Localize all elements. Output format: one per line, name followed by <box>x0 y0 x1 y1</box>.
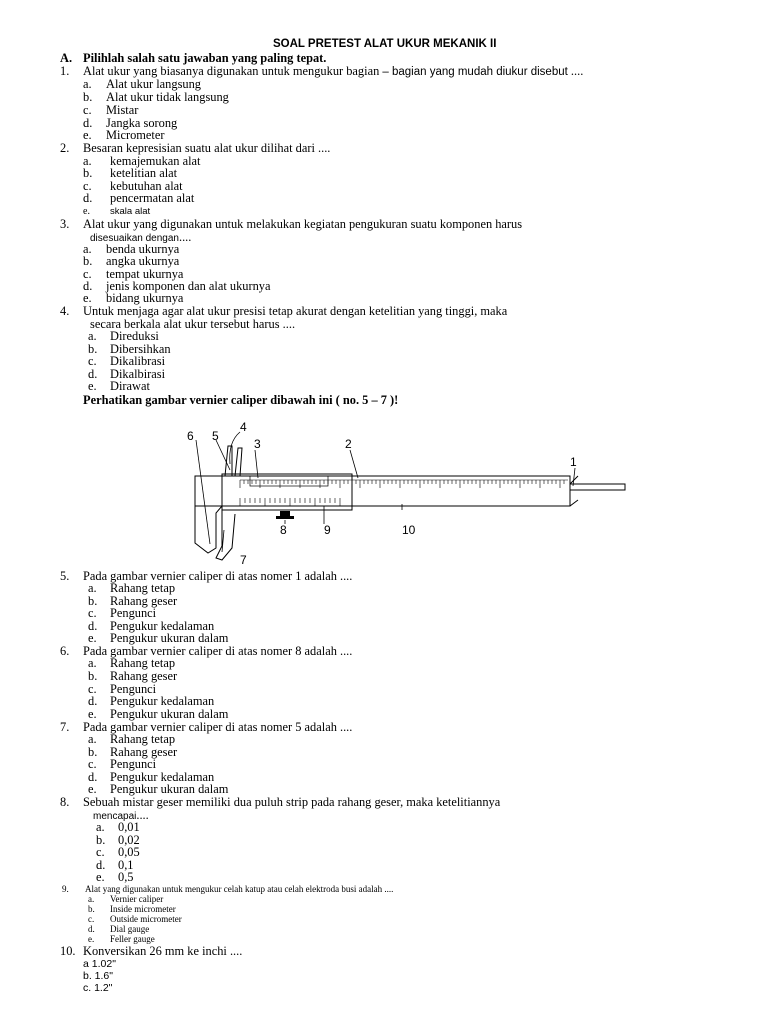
question-text-cont: secara berkala alat ukur tersebut harus .... <box>90 317 296 331</box>
option-label: d. <box>88 367 98 381</box>
label-10: 10 <box>402 523 416 537</box>
option-text: bidang ukurnya <box>106 291 184 305</box>
option-text: Pengunci <box>110 682 157 696</box>
option-text: Alat ukur tidak langsung <box>106 90 229 104</box>
option-text: c. 1.2" <box>83 982 113 994</box>
question-number: 7. <box>60 720 70 734</box>
option-text: Direduksi <box>110 329 159 343</box>
main-beam <box>195 476 570 506</box>
option-label: b. <box>88 745 98 759</box>
question-number: 8. <box>60 795 70 809</box>
option-label: b. <box>88 594 98 608</box>
option-text: Dikalibrasi <box>110 354 166 368</box>
option-text: Outside micrometer <box>110 914 182 924</box>
option-label: a. <box>88 656 97 670</box>
question-text: Besaran kepresisian suatu alat ukur dilihat dari .... <box>83 141 331 155</box>
option-label: c. <box>83 103 92 117</box>
option-text: Alat ukur langsung <box>106 77 201 91</box>
option-text: Rahang geser <box>110 745 178 759</box>
option-label: a. <box>83 242 92 256</box>
option-label: b. <box>88 904 95 914</box>
option-text: tempat ukurnya <box>106 267 184 281</box>
main-scale-ticks <box>240 480 564 488</box>
question-number: 5. <box>60 569 70 583</box>
question-text: Pada gambar vernier caliper di atas nomer 5 adalah .... <box>83 720 353 734</box>
option-text: Pengukur kedalaman <box>110 694 215 708</box>
option-label: c. <box>88 757 97 771</box>
option-label: d. <box>83 279 93 293</box>
inside-jaws <box>225 446 242 476</box>
option-text: Dikalbirasi <box>110 367 166 381</box>
option-text: Dial gauge <box>110 924 150 934</box>
option-text: Vernier caliper <box>110 894 164 904</box>
option-label: d. <box>88 694 98 708</box>
question-text-part: .... <box>178 230 192 244</box>
option-label: e. <box>88 782 97 796</box>
option-label: b. <box>83 254 93 268</box>
option-text: 0,1 <box>118 858 134 872</box>
option-label: c. <box>88 606 97 620</box>
option-text: Pengukur ukuran dalam <box>110 707 229 721</box>
option-label: a. <box>88 894 95 904</box>
option-label: e. <box>88 934 95 944</box>
question-text-part: .... <box>136 808 149 822</box>
label-5: 5 <box>212 429 219 443</box>
option-text: Jangka sorong <box>106 116 178 130</box>
label-3: 3 <box>254 437 261 451</box>
option-label: a. <box>88 732 97 746</box>
fixed-jaw <box>195 476 222 553</box>
depth-rod <box>570 484 625 490</box>
question-text-part: .... <box>570 64 584 78</box>
option-text: pencermatan alat <box>110 191 195 205</box>
option-label: e. <box>88 631 97 645</box>
option-label: e. <box>88 379 97 393</box>
option-text: Rahang tetap <box>110 732 176 746</box>
figure-instruction: Perhatikan gambar vernier caliper dibawah ini ( no. 5 – 7 )! <box>83 393 399 407</box>
option-label: b. <box>88 342 98 356</box>
option-text: Inside micrometer <box>110 904 176 914</box>
option-label: e. <box>83 128 92 142</box>
option-label: a. <box>83 77 92 91</box>
option-label: c. <box>83 267 92 281</box>
option-text: Dirawat <box>110 379 150 393</box>
option-text: 0,01 <box>118 820 140 834</box>
option-label: c. <box>88 682 97 696</box>
option-label: b. <box>83 90 93 104</box>
option-text: Rahang geser <box>110 594 178 608</box>
question-number: 4. <box>60 304 70 318</box>
option-text: Pengukur kedalaman <box>110 770 215 784</box>
label-4: 4 <box>240 420 247 434</box>
option-text: 0,02 <box>118 833 140 847</box>
option-label: e. <box>83 291 92 305</box>
option-text: skala alat <box>110 206 151 217</box>
option-text: Mistar <box>106 103 139 117</box>
label-7: 7 <box>240 553 247 567</box>
leader-lines <box>196 432 575 552</box>
question-text: Pada gambar vernier caliper di atas nomer 8 adalah .... <box>83 644 353 658</box>
option-text: Rahang tetap <box>110 581 176 595</box>
question-text: Pada gambar vernier caliper di atas nomer 1 adalah .... <box>83 569 353 583</box>
question-number: 6. <box>60 644 70 658</box>
option-text: Micrometer <box>106 128 165 142</box>
option-text: angka ukurnya <box>106 254 180 268</box>
option-text: Feller gauge <box>110 934 155 944</box>
question-number: 1. <box>60 64 70 78</box>
option-label: d. <box>88 924 95 934</box>
option-label: e. <box>96 870 105 884</box>
question-text-part: Alat ukur yang biasanya digunakan untuk mengukur bagian <box>83 64 380 78</box>
option-label: c. <box>88 914 95 924</box>
option-label: a. <box>83 154 92 168</box>
question-text: Alat yang digunakan untuk mengukur celah katup atau celah elektroda busi adalah .... <box>85 884 394 894</box>
option-text: Rahang tetap <box>110 656 176 670</box>
option-text: Dibersihkan <box>110 342 171 356</box>
option-label: d. <box>88 770 98 784</box>
label-9: 9 <box>324 523 331 537</box>
option-text: benda ukurnya <box>106 242 180 256</box>
question-number: 3. <box>60 217 70 231</box>
label-6: 6 <box>187 429 194 443</box>
option-label: a. <box>88 329 97 343</box>
option-text: Pengukur ukuran dalam <box>110 782 229 796</box>
option-text: ketelitian alat <box>110 166 178 180</box>
option-label: b. <box>96 833 106 847</box>
option-label: d. <box>96 858 106 872</box>
option-label: d. <box>83 191 93 205</box>
section-instruction: Pilihlah salah satu jawaban yang paling tepat. <box>83 51 327 65</box>
option-label: c. <box>83 179 92 193</box>
question-text-part: disesuaikan dengan <box>90 233 179 244</box>
question-number: 2. <box>60 141 70 155</box>
option-text: kebutuhan alat <box>110 179 183 193</box>
option-label: c. <box>88 354 97 368</box>
vernier-scale-ticks <box>240 498 340 506</box>
option-label: a. <box>88 581 97 595</box>
option-text: Pengukur kedalaman <box>110 619 215 633</box>
option-text: Rahang geser <box>110 669 178 683</box>
option-label: b. <box>83 166 93 180</box>
vernier-slider <box>222 474 352 510</box>
option-label: a. <box>96 820 105 834</box>
vernier-caliper-figure <box>180 418 632 568</box>
option-text: Pengunci <box>110 757 157 771</box>
question-text: Untuk menjaga agar alat ukur presisi tetap akurat dengan ketelitian yang tinggi, maka <box>83 304 508 318</box>
label-8: 8 <box>280 523 287 537</box>
option-label: b. <box>88 669 98 683</box>
option-label: e. <box>83 206 90 217</box>
option-label: d. <box>88 619 98 633</box>
sliding-jaw <box>216 510 235 560</box>
option-label: c. <box>96 845 105 859</box>
option-text: 0,05 <box>118 845 140 859</box>
label-2: 2 <box>345 437 352 451</box>
option-label: d. <box>83 116 93 130</box>
question-text: Alat ukur yang digunakan untuk melakukan kegiatan pengukuran suatu komponen harus <box>83 217 523 231</box>
option-text: a 1.02" <box>83 958 116 970</box>
option-text: Pengunci <box>110 606 157 620</box>
option-text: kemajemukan alat <box>110 154 201 168</box>
option-text: jenis komponen dan alat ukurnya <box>106 279 271 293</box>
option-text: Pengukur ukuran dalam <box>110 631 229 645</box>
question-number: 9. <box>62 884 69 894</box>
section-letter: A. <box>60 51 73 65</box>
question-number: 10. <box>60 944 76 958</box>
option-label: e. <box>88 707 97 721</box>
question-text-part: mencapai <box>93 811 137 822</box>
lock-screw <box>280 511 290 516</box>
page-title: SOAL PRETEST ALAT UKUR MEKANIK II <box>273 38 497 50</box>
question-text-part: – bagian yang mudah diukur disebut <box>382 66 568 78</box>
option-text: 0,5 <box>118 870 134 884</box>
option-text: b. 1.6" <box>83 970 113 982</box>
label-1: 1 <box>570 455 577 469</box>
question-text: Sebuah mistar geser memiliki dua puluh strip pada rahang geser, maka ketelitiannya <box>83 795 501 809</box>
question-text: Konversikan 26 mm ke inchi .... <box>83 944 243 958</box>
